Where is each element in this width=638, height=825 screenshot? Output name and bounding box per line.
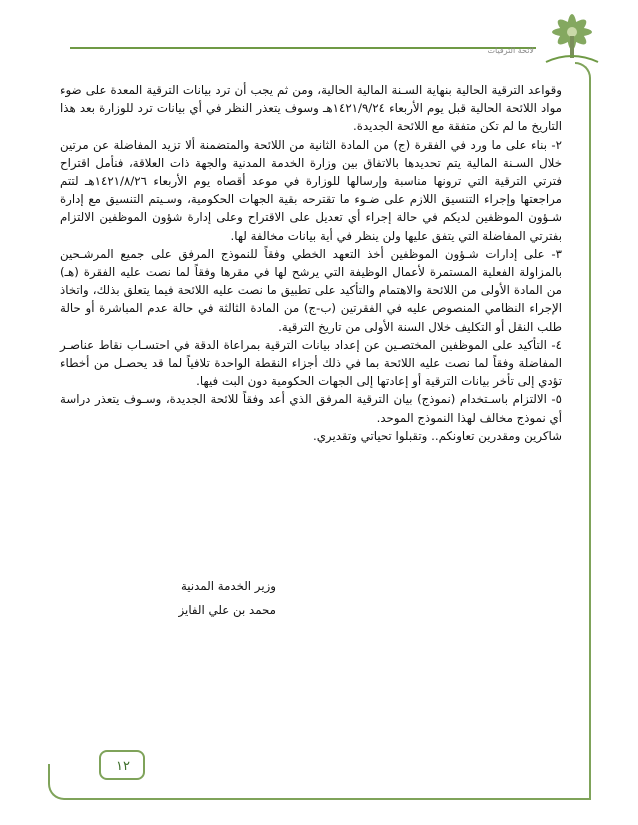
signature-name: محمد بن علي الفايز	[178, 603, 276, 617]
signature-block	[150, 574, 276, 622]
paragraph-intro: وقواعد الترقية الحالية بنهاية السـنة المالية الحالية، ومن ثم يجب أن ترد بيانات الترقية المعدة على ضوء مواد اللائحة الحالية قبل يوم الأربعاء ١٤٢١/٩/٢٤هـ وسوف يتعذر النظر في أي بيانات ترد للوزارة بعد هذا التاريخ ما لم تكن متفقة مع اللائحة الجديدة.	[60, 83, 563, 134]
paragraph-item-2: ٢- بناء على ما ورد في الفقرة (ج) من المادة الثانية من اللائحة والمتضمنة ألا تزيد المفاضلة عن مرتين خلال السـنة المالية يتم تحديدها بالاتفاق بين وزارة الخدمة المدنية والجهة ذات العلاقة، فنأمل اقتراح فترتي الترقية التي ترونها مناسبة وإرسالها للوزارة في موعد أقصاه يوم الأربعاء ١٤٢١/٨/٢٦هـ لتتم مراجعتها وإجراء التنسيق اللازم على ضـوء ما تقترحه بقية الجهات الحكومية، وسـيتم التنسيق مع إدارة شـؤون الموظفين لديكم في حالة إجراء أي تعديل على الاقتراح وعلى إدارة شؤون الموظفين الالتزام بفترتي المفاضلة التي يتفق عليها ولن ينظر في أية بيانات مخالفة لها.	[60, 137, 562, 243]
header-caption: لائحة الترقيات	[487, 46, 534, 55]
closing-line: شاكرين ومقدرين تعاونكم.. وتقبلوا تحياتي وتقديري.	[312, 428, 562, 443]
paragraph-item-5: ٥- الالتزام باسـتخدام (نموذج) بيان الترقية المرفق الذي أعد وفقاً للائحة الجديدة، وسـوف يتعذر دراسة أي نموذج مخالف لهذا النموذج الموحد.	[60, 392, 562, 425]
palm-logo-icon	[536, 10, 608, 70]
page-frame-right	[575, 62, 591, 800]
signature-title: وزير الخدمة المدنية	[180, 579, 276, 593]
paragraph-item-3: ٣- على إدارات شـؤون الموظفين أخذ التعهد الخطي وفقاً للنموذج المرفق على جميع المرشـحين بالمزاولة الفعلية المستمرة لأعمال الوظيفة التي يرشح لها في مقرها وفقاً لما نصت عليه الفقرة (هـ) من المادة الأولى من اللائحة والاهتمام والتأكيد على تطبيق ما نصت عليه اللائحة فيما يتعلق بذلك، واتخاذ الإجراء النظامي المنصوص عليه في الفقرتين (ب-ج) من المادة الثالثة في حالة عدم المباشرة أو حالة طلب النقل أو التكليف خلال السنة الأولى من تاريخ الترقية.	[60, 246, 562, 334]
page-number: ١٢	[116, 759, 130, 774]
paragraph-item-4: ٤- التأكيد على الموظفين المختصـين عن إعداد بيانات الترقية بمراعاة الدقة في احتسـاب نقاط عناصـر المفاضلة وفقاً لما نصت عليه اللائحة بما في ذلك أجزاء النقطة الواحدة تلافياً لما قد يحصـل من أخطاء تؤدي إلى تأخر بيانات الترقية أو إعادتها إلى الجهات الحكومية دون البت فيها.	[60, 337, 562, 389]
letter-body	[60, 81, 562, 445]
